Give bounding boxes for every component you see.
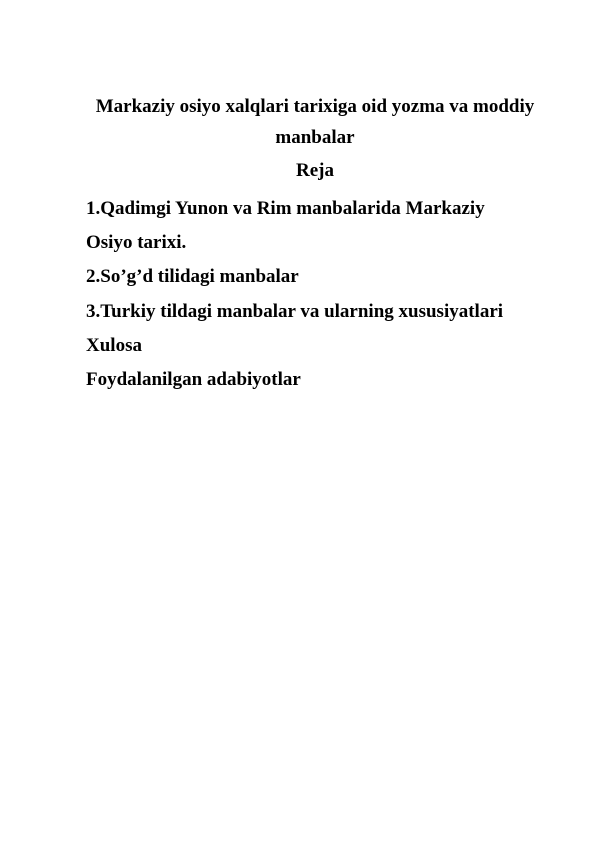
plan-item-1-line-2: Osiyo tarixi.: [86, 232, 187, 253]
plan-item-1-line-1: 1.Qadimgi Yunon va Rim manbalarida Markaziy: [86, 198, 485, 219]
plan-item-2: 2.So’g’d tilidagi manbalar: [86, 266, 299, 287]
document-title-line-1: Markaziy osiyo xalqlari tarixiga oid yozma va moddiy: [95, 96, 535, 117]
document-title-line-2: manbalar: [275, 127, 355, 148]
plan-heading: Reja: [296, 160, 334, 181]
plan-item-conclusion: Xulosa: [86, 335, 142, 356]
plan-item-references: Foydalanilgan adabiyotlar: [86, 369, 301, 390]
plan-item-3: 3.Turkiy tildagi manbalar va ularning xususiyatlari: [86, 301, 504, 322]
